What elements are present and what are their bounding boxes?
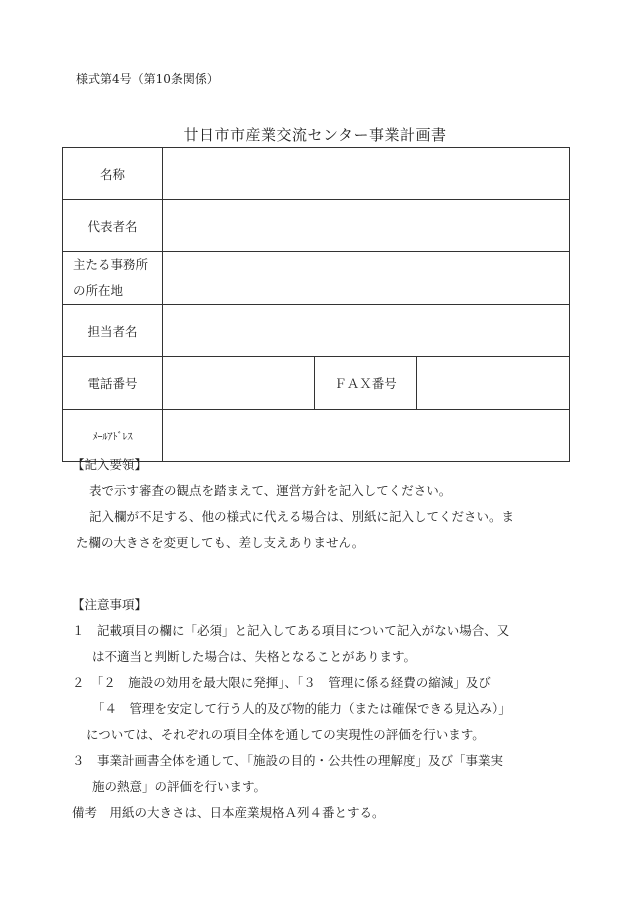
contact-person-row: [63, 305, 570, 357]
office-address-label: [63, 252, 163, 305]
document-title: 廿日市市産業交流センター事業計画書: [183, 126, 447, 144]
name-field[interactable]: [163, 148, 570, 200]
form-number: 様式第4号（第10条関係）: [76, 72, 219, 86]
note-item-1-line1: １ 記載項目の欄に「必須」と記入してある項目について記入がない場合、又: [72, 623, 510, 638]
contact-person-field[interactable]: [163, 305, 570, 357]
representative-label: 代表者名: [63, 200, 163, 252]
note-item-3-line2: 施の熱意」の評価を行います。: [92, 779, 267, 794]
fax-field[interactable]: [417, 357, 570, 410]
note-item-2-line3: については、それぞれの項目全体を通しての実現性の評価を行います。: [86, 727, 485, 742]
note-item-2-line2: 「４ 管理を安定して行う人的及び物的能力（または確保できる見込み）」: [92, 701, 511, 716]
office-address-field[interactable]: [163, 252, 570, 305]
contact-person-label: 担当者名: [63, 305, 163, 357]
office-address-label-line2: の所在地: [73, 283, 124, 298]
representative-field[interactable]: [163, 200, 570, 252]
phone-label: 電話番号: [63, 357, 163, 410]
name-row: [63, 148, 570, 200]
fax-label: ＦＡＸ番号: [315, 357, 417, 410]
application-form-table: [62, 147, 570, 462]
notes-heading: 【注意事項】: [72, 597, 148, 612]
representative-row: [63, 200, 570, 252]
instructions-heading: 【記入要領】: [72, 457, 148, 472]
note-item-3-line1: ３ 事業計画書全体を通して、「施設の目的・公共性の理解度」及び「事業実: [72, 753, 504, 768]
remark: 備考 用紙の大きさは、日本産業規格Ａ列４番とする。: [72, 805, 385, 820]
instructions-paragraph-1: 表で示す審査の観点を踏まえて、運営方針を記入してください。: [89, 483, 452, 498]
instructions-paragraph-2b: た欄の大きさを変更しても、差し支えありません。: [76, 535, 365, 550]
office-address-label-line1: 主たる事務所: [73, 257, 149, 272]
email-label: ﾒｰﾙｱﾄﾞﾚｽ: [63, 410, 163, 462]
phone-field[interactable]: [163, 357, 315, 410]
note-item-1-line2: は不適当と判断した場合は、失格となることがあります。: [92, 649, 417, 664]
notes-section: [72, 592, 562, 826]
note-item-2-line1: ２ 「２ 施設の効用を最大限に発揮」、「３ 管理に係る経費の縮減」及び: [72, 675, 491, 690]
instructions-section: [72, 452, 562, 556]
office-address-row: [63, 252, 570, 305]
name-label: 名称: [63, 148, 163, 200]
instructions-paragraph-2a: 記入欄が不足する、他の様式に代える場合は、別紙に記入してください。ま: [89, 509, 515, 524]
phone-fax-row: [63, 357, 570, 410]
